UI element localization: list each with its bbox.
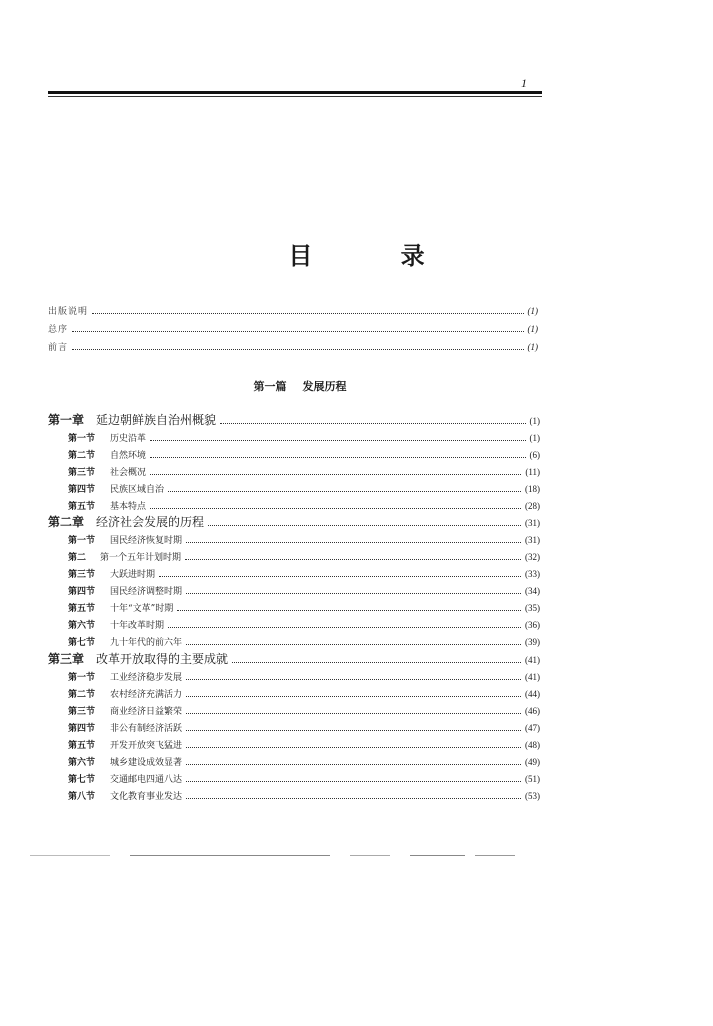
dot-leader [72, 341, 523, 350]
toc-entry-front-0[interactable] [48, 305, 538, 318]
dot-leader [150, 449, 525, 458]
toc-entry-label: 总序 [48, 325, 69, 335]
section-number: 第四节 [68, 485, 96, 495]
toc-entry-section-1-5[interactable] [68, 500, 540, 513]
toc-entry-page: (35) [525, 603, 540, 613]
toc-entry-chapter-1[interactable] [48, 414, 540, 427]
dot-leader [92, 305, 523, 314]
dot-leader [150, 500, 521, 509]
toc-entry-page: (1) [527, 306, 538, 316]
toc-entry-page: (49) [525, 757, 540, 767]
toc-entry-section-1-3[interactable] [68, 466, 540, 479]
chapter-number: 第一章 [48, 413, 85, 427]
dot-leader [186, 636, 521, 645]
section-number: 第二 [68, 553, 87, 563]
part-name: 发展历程 [302, 380, 347, 393]
toc-entry-section-2-6[interactable] [68, 619, 540, 632]
section-number: 第七节 [68, 638, 96, 648]
dot-leader [168, 483, 521, 492]
section-title: 城乡建设成效显著 [110, 758, 183, 768]
toc-entry-page: (1) [527, 342, 538, 352]
toc-entry-section-3-7[interactable] [68, 773, 540, 786]
section-title: 十年“文革”时期 [110, 604, 174, 614]
dot-leader [186, 756, 521, 765]
section-title: 国民经济恢复时期 [110, 536, 183, 546]
toc-entry-page: (48) [525, 740, 540, 750]
section-title: 非公有制经济活跃 [110, 724, 183, 734]
toc-entry-page: (39) [525, 637, 540, 647]
toc-entry-page: (28) [525, 501, 540, 511]
section-title: 开发开放突飞猛进 [110, 741, 183, 751]
dot-leader [150, 432, 525, 441]
section-number: 第四节 [68, 724, 96, 734]
toc-entry-section-1-2[interactable] [68, 449, 540, 462]
toc-entry-page: (36) [525, 620, 540, 630]
section-title: 商业经济日益繁荣 [110, 707, 183, 717]
toc-entry-page: (34) [525, 586, 540, 596]
toc-entry-page: (47) [525, 723, 540, 733]
dot-leader [186, 790, 521, 799]
toc-entry-section-1-1[interactable] [68, 432, 540, 445]
section-number: 第三节 [68, 707, 96, 717]
toc-entry-section-3-1[interactable] [68, 671, 540, 684]
section-title: 国民经济调整时期 [110, 587, 183, 597]
toc-entry-section-3-2[interactable] [68, 688, 540, 701]
toc-entry-section-2-4[interactable] [68, 585, 540, 598]
section-number: 第二节 [68, 690, 96, 700]
part-title [0, 378, 600, 394]
section-number: 第二节 [68, 451, 96, 461]
dot-leader [72, 323, 523, 332]
toc-entry-page: (51) [525, 774, 540, 784]
dot-leader [186, 722, 521, 731]
toc-entry-page: (32) [525, 552, 540, 562]
section-title: 十年改革时期 [110, 621, 165, 631]
page-number: 1 [521, 76, 527, 90]
toc-entry-page: (1) [529, 416, 540, 426]
section-title: 历史沿革 [110, 434, 147, 444]
section-title: 工业经济稳步发展 [110, 673, 183, 683]
toc-entry-page: (11) [525, 467, 540, 477]
toc-entry-page: (1) [529, 433, 540, 443]
dot-leader [186, 739, 521, 748]
chapter-title: 延边朝鲜族自治州概貌 [96, 413, 217, 427]
toc-entry-front-2[interactable] [48, 341, 538, 354]
toc-entry-page: (53) [525, 791, 540, 801]
toc-entry-label: 前言 [48, 343, 69, 353]
toc-entry-chapter-3[interactable] [48, 653, 540, 666]
dot-leader [186, 585, 521, 594]
section-title: 交通邮电四通八达 [110, 775, 183, 785]
toc-entry-section-2-5[interactable] [68, 602, 540, 615]
section-number: 第六节 [68, 621, 96, 631]
dot-leader [177, 602, 521, 611]
section-title: 农村经济充满活力 [110, 690, 183, 700]
chapter-number: 第二章 [48, 515, 85, 529]
toc-entry-section-3-4[interactable] [68, 722, 540, 735]
dot-leader [150, 466, 521, 475]
header-rule [48, 91, 542, 94]
toc-entry-page: (41) [525, 672, 540, 682]
dot-leader [186, 688, 521, 697]
toc-entry-page: (41) [525, 655, 540, 665]
toc-entry-page: (31) [525, 518, 540, 528]
section-title: 第一个五年计划时期 [100, 553, 182, 563]
section-title: 九十年代的前六年 [110, 638, 183, 648]
scan-line [350, 855, 390, 856]
toc-entry-section-2-2[interactable] [68, 551, 540, 564]
toc-title: 目 录 [288, 242, 465, 270]
section-number: 第一节 [68, 434, 96, 444]
scan-line [410, 855, 465, 856]
toc-entry-page: (46) [525, 706, 540, 716]
chapter-title: 经济社会发展的历程 [96, 515, 205, 529]
toc-entry-section-3-8[interactable] [68, 790, 540, 803]
section-title: 自然环境 [110, 451, 147, 461]
toc-entry-chapter-2[interactable] [48, 516, 540, 529]
section-title: 民族区域自治 [110, 485, 165, 495]
dot-leader [186, 705, 521, 714]
section-title: 文化教育事业发达 [110, 792, 183, 802]
toc-entry-page: (31) [525, 535, 540, 545]
dot-leader [208, 517, 521, 526]
section-title: 大跃进时期 [110, 570, 156, 580]
toc-entry-label: 出版说明 [48, 307, 89, 317]
toc-entry-section-1-4[interactable] [68, 483, 540, 496]
section-title: 基本特点 [110, 502, 147, 512]
part-number: 第一篇 [253, 380, 287, 393]
section-number: 第六节 [68, 758, 96, 768]
dot-leader [185, 551, 521, 560]
toc-entry-section-3-6[interactable] [68, 756, 540, 769]
toc-entry-front-1[interactable] [48, 323, 538, 336]
dot-leader [186, 534, 521, 543]
dot-leader [186, 773, 521, 782]
section-number: 第七节 [68, 775, 96, 785]
chapter-title: 改革开放取得的主要成就 [96, 652, 229, 666]
section-number: 第四节 [68, 587, 96, 597]
scan-line [475, 855, 515, 856]
scan-line [130, 855, 330, 856]
scan-line [30, 855, 110, 856]
toc-entry-page: (1) [527, 324, 538, 334]
section-number: 第八节 [68, 792, 96, 802]
toc-entry-page: (44) [525, 689, 540, 699]
dot-leader [159, 568, 521, 577]
toc-entry-page: (33) [525, 569, 540, 579]
toc-entry-section-2-7[interactable] [68, 636, 540, 649]
dot-leader [220, 415, 525, 424]
toc-entry-section-3-5[interactable] [68, 739, 540, 752]
section-number: 第三节 [68, 468, 96, 478]
header-rule-thin [48, 96, 542, 97]
toc-entry-section-2-1[interactable] [68, 534, 540, 547]
section-number: 第一节 [68, 673, 96, 683]
toc-entry-section-3-3[interactable] [68, 705, 540, 718]
section-number: 第五节 [68, 604, 96, 614]
dot-leader [232, 654, 521, 663]
toc-entry-section-2-3[interactable] [68, 568, 540, 581]
chapter-number: 第三章 [48, 652, 85, 666]
toc-entry-page: (18) [525, 484, 540, 494]
dot-leader [186, 671, 521, 680]
dot-leader [168, 619, 521, 628]
section-number: 第五节 [68, 502, 96, 512]
section-number: 第一节 [68, 536, 96, 546]
section-title: 社会概况 [110, 468, 147, 478]
toc-entry-page: (6) [529, 450, 540, 460]
section-number: 第三节 [68, 570, 96, 580]
section-number: 第五节 [68, 741, 96, 751]
